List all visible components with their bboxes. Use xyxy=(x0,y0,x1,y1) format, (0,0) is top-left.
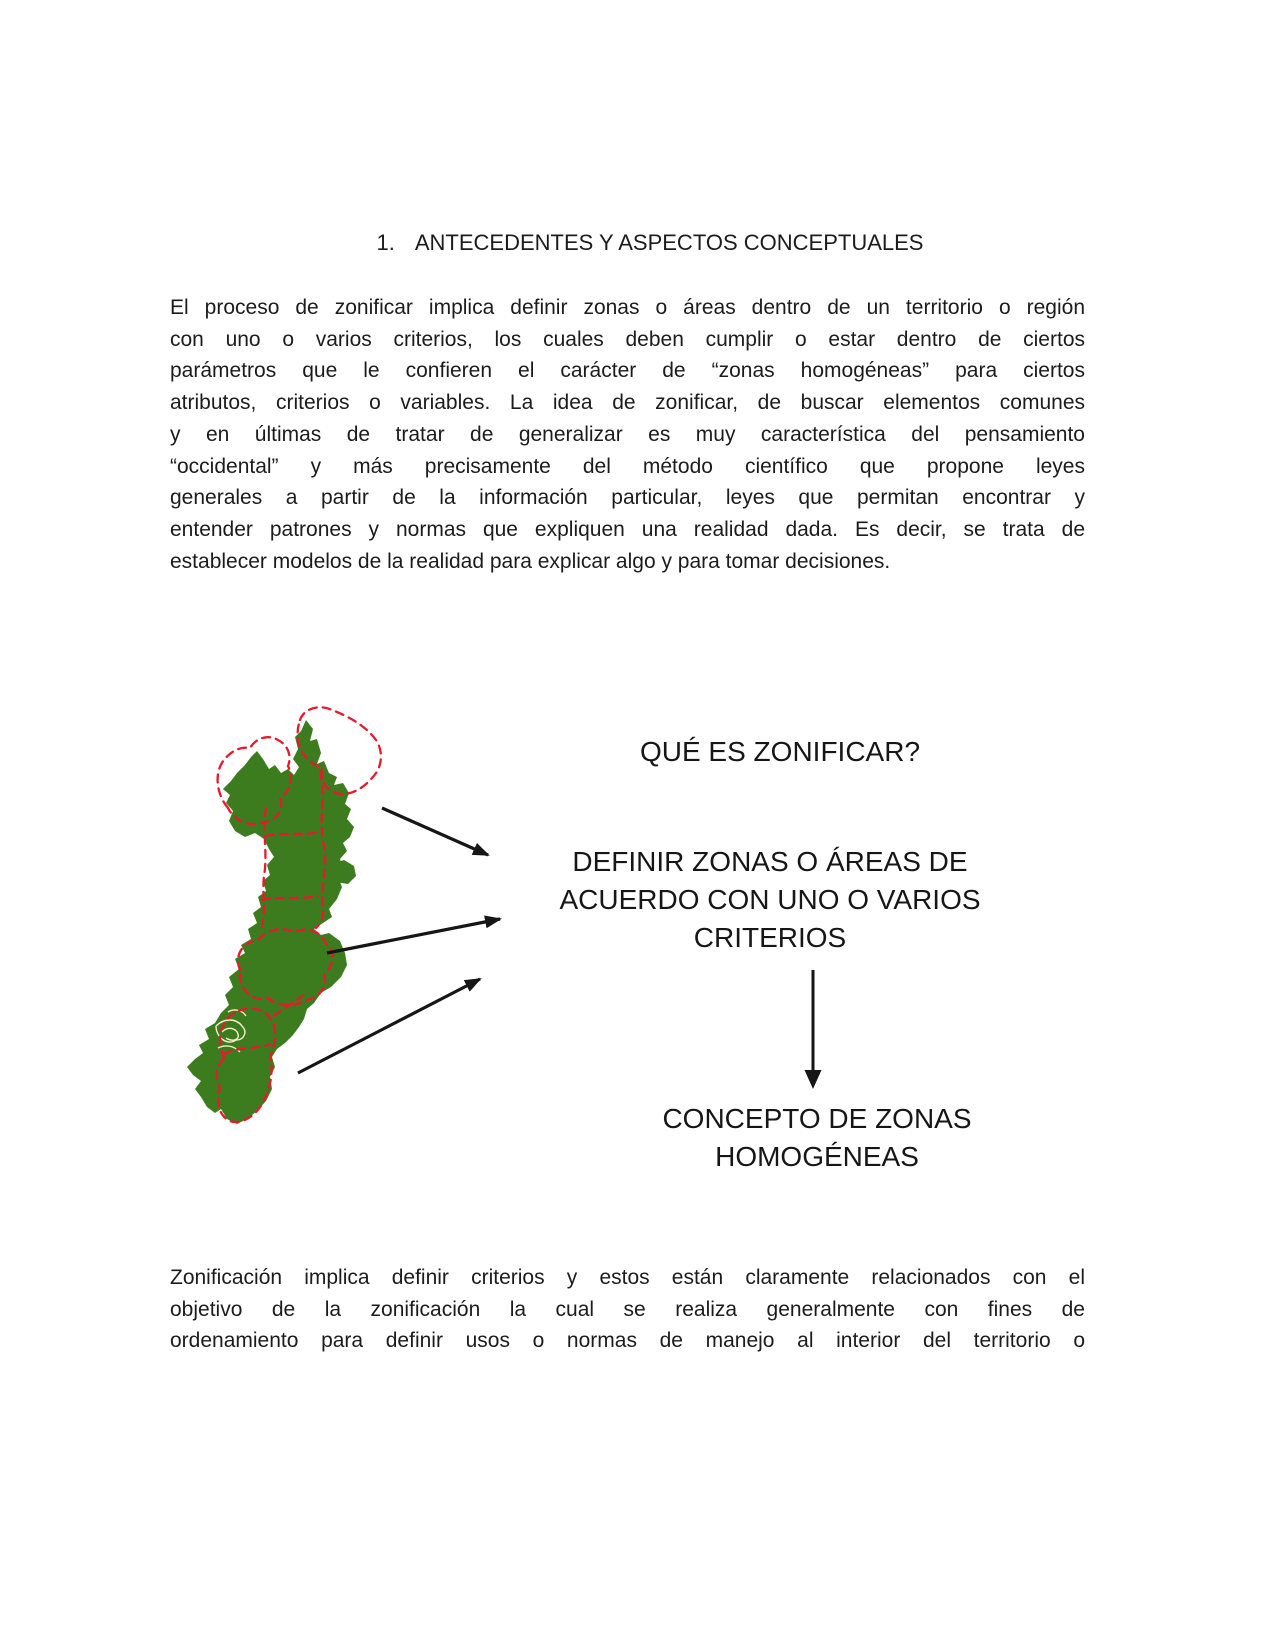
body-paragraph-2 xyxy=(170,1262,1085,1357)
down-arrowhead xyxy=(805,1070,822,1089)
text-line: Zonificación implica definir criterios y estos están claramente relacionados con el xyxy=(170,1266,1085,1289)
text-line: parámetros que le confieren el carácter de “zonas homogéneas” para ciertos xyxy=(170,359,1085,383)
map-landmass xyxy=(187,720,354,1124)
text-line: DEFINIR ZONAS O ÁREAS DE xyxy=(572,846,968,877)
section-title-text: ANTECEDENTES Y ASPECTOS CONCEPTUALES xyxy=(414,230,924,255)
text-line: ordenamiento para definir usos o normas de manejo al interior del territorio o xyxy=(170,1329,1085,1353)
text-line: generales a partir de la información particular, leyes que permitan encontrar y xyxy=(170,486,1085,510)
text-line: objetivo de la zonificación la cual se realiza generalmente con fines de xyxy=(170,1297,1085,1321)
callout-arrow-top xyxy=(382,808,488,855)
callout-arrow-bottom xyxy=(298,979,480,1073)
callout-arrow-middle xyxy=(327,919,500,953)
text-line: entender patrones y normas que expliquen una realidad dada. Es decir, se trata de xyxy=(170,517,1085,541)
text-line: atributos, criterios o variables. La idea de zonificar, de buscar elementos comunes xyxy=(170,391,1085,415)
definition-label xyxy=(520,843,1020,957)
text-line: ACUERDO CON UNO O VARIOS xyxy=(559,884,981,915)
down-arrow xyxy=(799,966,827,1092)
concept-label xyxy=(567,1100,1067,1176)
text-line: con uno o varios criterios, los cuales deben cumplir o estar dentro de ciertos xyxy=(170,327,1085,351)
text-line: establecer modelos de la realidad para explicar algo y para tomar decisiones. xyxy=(170,549,891,573)
text-line: El proceso de zonificar implica definir zonas o áreas dentro de un territorio o región xyxy=(170,296,1085,319)
body-paragraph-1 xyxy=(170,292,1085,577)
section-number: 1. xyxy=(376,230,395,255)
text-line: CRITERIOS xyxy=(693,922,847,953)
question-label: QUÉ ES ZONIFICAR? xyxy=(639,736,921,767)
text-line: y en últimas de tratar de generalizar es muy característica del pensamiento xyxy=(170,422,1085,446)
territory-map-figure xyxy=(170,660,540,1140)
text-line: CONCEPTO DE ZONAS xyxy=(662,1103,972,1134)
text-line: “occidental” y más precisamente del método científico que propone leyes xyxy=(170,454,1085,478)
section-title xyxy=(170,228,1130,258)
text-line: HOMOGÉNEAS xyxy=(715,1141,919,1172)
